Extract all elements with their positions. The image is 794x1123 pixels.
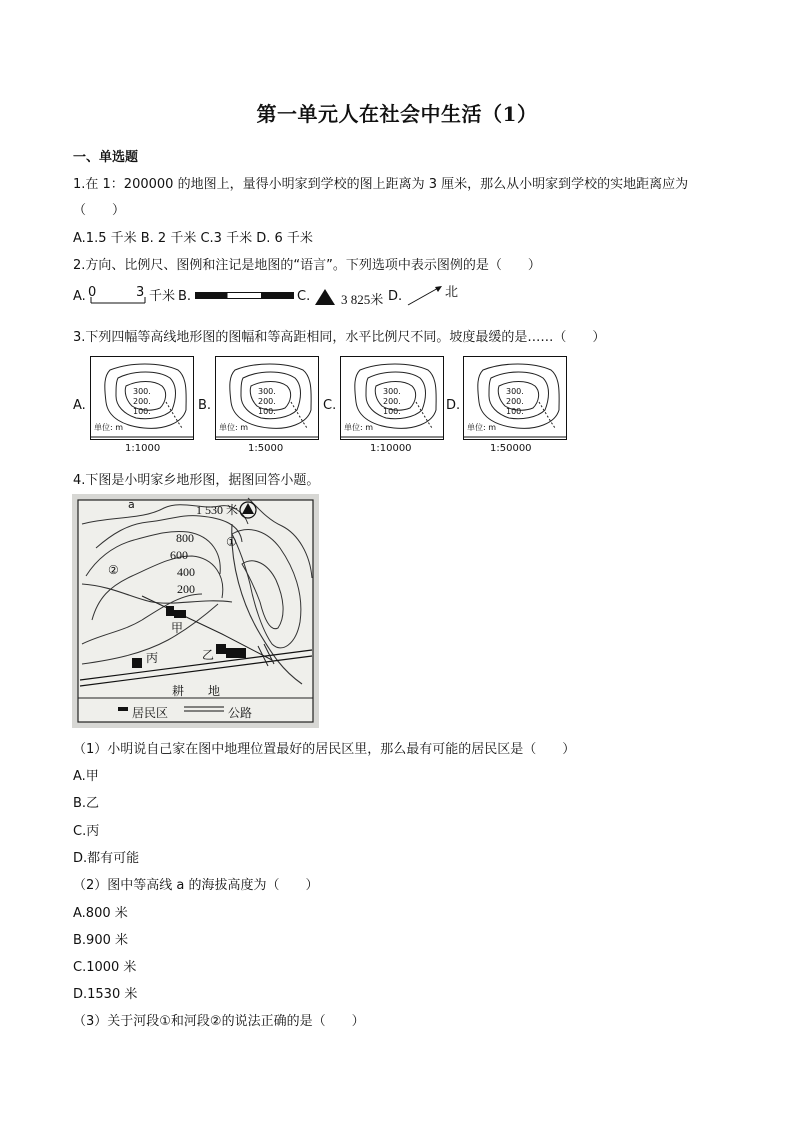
q3-map-c-c200: 200. (383, 397, 401, 406)
bigmap-contour-600: 600 (170, 548, 188, 562)
q3-map-a-scale: 1:1000 (125, 443, 161, 454)
q3-map-c-scale: 1:10000 (370, 443, 412, 454)
page-title: 第一单元人在社会中生活（1） (256, 102, 538, 126)
q2-option-a-zero: 0 (88, 285, 97, 300)
q1-options: A.1.5 千米 B. 2 千米 C.3 千米 D. 6 千米 (73, 231, 313, 246)
q2-option-c-label: C. (297, 289, 311, 304)
q3-map-d-c100: 100. (506, 407, 524, 416)
q2-option-a-three: 3 (136, 285, 145, 300)
bigmap-settlement-bing: 丙 (146, 651, 159, 665)
q3-map-c-c300: 300. (383, 387, 401, 396)
q2-option-c-text: 3 825米 (341, 292, 384, 307)
q4-sub1-option-b: B.乙 (73, 796, 100, 811)
mountain-peak-icon (314, 288, 336, 306)
q3-map-c-unit: 单位: m (344, 423, 374, 432)
q3-map-b-c300: 300. (258, 387, 276, 396)
q3-map-b-c100: 100. (258, 407, 276, 416)
q2-option-d-label: D. (388, 289, 403, 304)
bigmap-contour-400: 400 (177, 565, 195, 579)
q3-stem: 3.下列四幅等高线地形图的图幅和等高距相同，水平比例尺不同。坡度最缓的是……（ ） (73, 330, 606, 345)
q4-sub1-option-a: A.甲 (73, 769, 99, 784)
bigmap-contour-200: 200 (177, 582, 195, 596)
q2-option-a-label: A. (73, 289, 86, 304)
bigmap-river-1: ① (226, 535, 237, 549)
q3-map-a-letter: A. (73, 398, 86, 413)
bigmap-peak-elevation: 1 530 米 (196, 503, 239, 517)
q4-sub1-stem: （1）小明说自己家在图中地理位置最好的居民区里，那么最有可能的居民区是（ ） (73, 742, 576, 757)
bigmap-legend-road: 公路 (228, 706, 253, 720)
q3-map-c-c100: 100. (383, 407, 401, 416)
q3-map-d-c200: 200. (506, 397, 524, 406)
q4-sub2-option-d: D.1530 米 (73, 987, 138, 1002)
q3-map-a-unit: 单位: m (94, 423, 124, 432)
section-heading: 一、单选题 (73, 150, 139, 165)
bigmap-river-2: ② (108, 563, 119, 577)
q4-sub3-stem: （3）关于河段①和河段②的说法正确的是（ ） (73, 1014, 365, 1029)
bigmap-contour-a-label: a (128, 498, 135, 511)
q4-stem: 4.下图是小明家乡地形图，据图回答小题。 (73, 473, 320, 488)
q4-sub2-option-b: B.900 米 (73, 933, 128, 948)
north-arrow-icon (406, 281, 448, 307)
q3-map-a-c100: 100. (133, 407, 151, 416)
bigmap-legend-residential: 居民区 (132, 706, 169, 720)
q3-map-a-c300: 300. (133, 387, 151, 396)
q3-map-d-c300: 300. (506, 387, 524, 396)
q3-map-b-c200: 200. (258, 397, 276, 406)
q2-stem: 2.方向、比例尺、图例和注记是地图的“语言”。下列选项中表示图例的是（ ） (73, 258, 541, 273)
bigmap-contour-800: 800 (176, 531, 194, 545)
q3-map-c-letter: C. (323, 398, 337, 413)
q2-option-d-north: 北 (445, 285, 459, 300)
q3-map-b-letter: B. (198, 398, 212, 413)
q1-stem-line2: （ ） (73, 203, 126, 218)
q4-sub2-stem: （2）图中等高线 a 的海拔高度为（ ） (73, 878, 319, 893)
q3-map-d-scale: 1:50000 (490, 443, 532, 454)
q3-map-d-unit: 单位: m (467, 423, 497, 432)
scale-bar-icon (89, 295, 147, 307)
q3-map-b-scale: 1:5000 (248, 443, 284, 454)
q4-sub1-option-c: C.丙 (73, 824, 100, 839)
railway-symbol-icon (195, 291, 295, 301)
q4-sub2-option-a: A.800 米 (73, 906, 128, 921)
q2-options (73, 287, 493, 309)
q3-map-a-c200: 200. (133, 397, 151, 406)
bigmap-settlement-jia: 甲 (171, 621, 184, 635)
q4-sub1-option-d: D.都有可能 (73, 851, 140, 866)
q4-sub2-option-c: C.1000 米 (73, 960, 137, 975)
bigmap-settlement-yi: 乙 (202, 648, 215, 662)
q2-option-a-unit: 千米 (149, 289, 176, 304)
q3-map-b-unit: 单位: m (219, 423, 249, 432)
q3-map-d-letter: D. (446, 398, 461, 413)
q1-stem-line1: 1.在 1：200000 的地图上，量得小明家到学校的图上距离为 3 厘米，那么从小明家到学校的实地距离应为 (73, 177, 689, 192)
q2-option-b-label: B. (178, 289, 192, 304)
bigmap-farmland-label: 耕 地 (172, 684, 221, 698)
